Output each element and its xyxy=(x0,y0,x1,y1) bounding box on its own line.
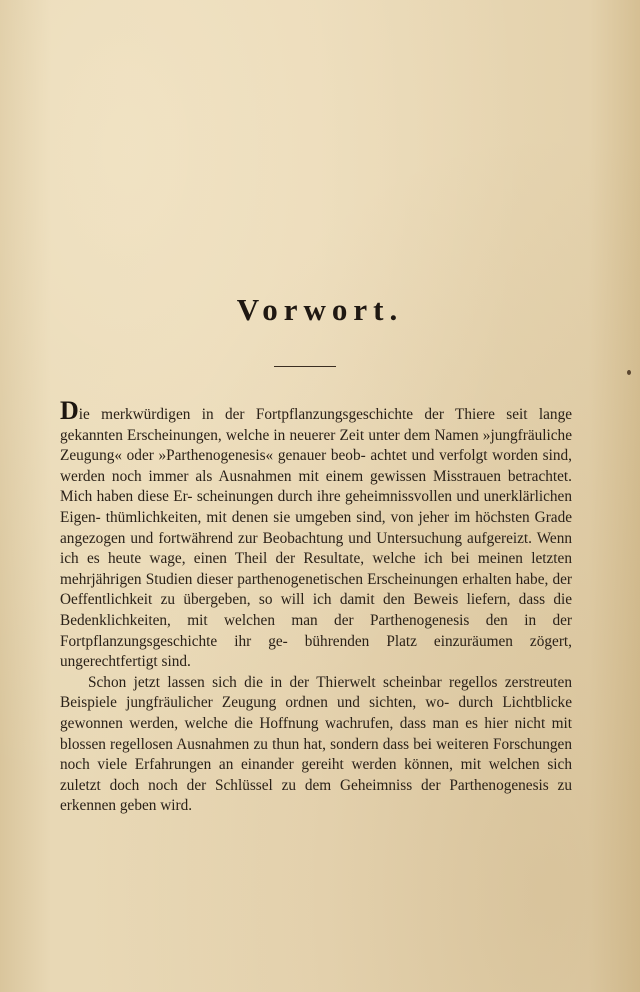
text-line: achtet und verfolgt worden sind, werden noch immer als Ausnahmen xyxy=(60,447,572,485)
text-line: Schon jetzt lassen sich die in der Thierwelt scheinbar regellos xyxy=(88,673,498,691)
text-line: zerstreuten Beispiele jungfräulicher Zeugung ordnen und sichten, wo- xyxy=(60,673,572,712)
text-line: man der Parthenogenesis den in der Fortpflanzungsgeschichte ihr ge- xyxy=(60,611,572,650)
text-line: scheinungen durch ihre geheimnissvollen und unerklärlichen Eigen- xyxy=(60,488,572,526)
text-line: ich bei meinen letzten mehrjährigen Studien dieser parthenogenetischen xyxy=(60,550,572,588)
text-line: einander gereiht werden können, mit welchen sich zuletzt doch noch xyxy=(60,756,572,794)
text-line: seit lange gekannten Erscheinungen, welche in neuerer Zeit unter dem xyxy=(60,406,573,444)
preface-text xyxy=(60,396,573,817)
text-line: bührenden Platz einzuräumen zögert, ungerechtfertigt sind. xyxy=(60,632,572,671)
text-line: Namen »jungfräuliche Zeugung« oder »Parthenogenesis« genauer beob- xyxy=(60,426,572,465)
paper-ink-spot xyxy=(627,370,631,375)
text-line: der Schlüssel zu dem Geheimniss der Parthenogenesis zu erkennen xyxy=(60,776,572,815)
text-line: dass man es hier nicht mit blossen regellosen Ausnahmen zu thun hat, xyxy=(60,714,573,753)
paragraph-1 xyxy=(60,396,573,673)
text-line: durch Lichtblicke gewonnen werden, welche die Hoffnung wachrufen, xyxy=(60,694,572,732)
paragraph-2 xyxy=(60,673,572,817)
drop-cap: D xyxy=(60,396,79,425)
text-line: Grade angezogen und fortwährend zur Beobachtung und Untersuchung xyxy=(60,508,573,547)
title-divider-rule xyxy=(274,366,336,367)
text-line: geben wird. xyxy=(119,797,193,815)
text-line: sondern dass bei weiteren Forschungen noch viele Erfahrungen an xyxy=(60,735,572,774)
page-title: Vorwort. xyxy=(236,292,404,327)
text-line: aufgereizt. Wenn ich es heute wage, einen Theil der Resultate, welche xyxy=(60,529,573,568)
text-line: Erscheinungen erhalten habe, der Oeffentlichkeit zu übergeben, so will xyxy=(60,570,572,609)
text-line: mit einem gewissen Misstrauen betrachtet. Mich haben diese Er- xyxy=(60,467,573,506)
text-line: ich damit den Beweis liefern, dass die Bedenklichkeiten, mit welchen xyxy=(60,591,573,629)
text-line: ie merkwürdigen in der Fortpflanzungsgeschichte der Thiere xyxy=(78,406,495,423)
text-line: thümlichkeiten, mit denen sie umgeben sind, von jeher im höchsten xyxy=(105,508,530,526)
